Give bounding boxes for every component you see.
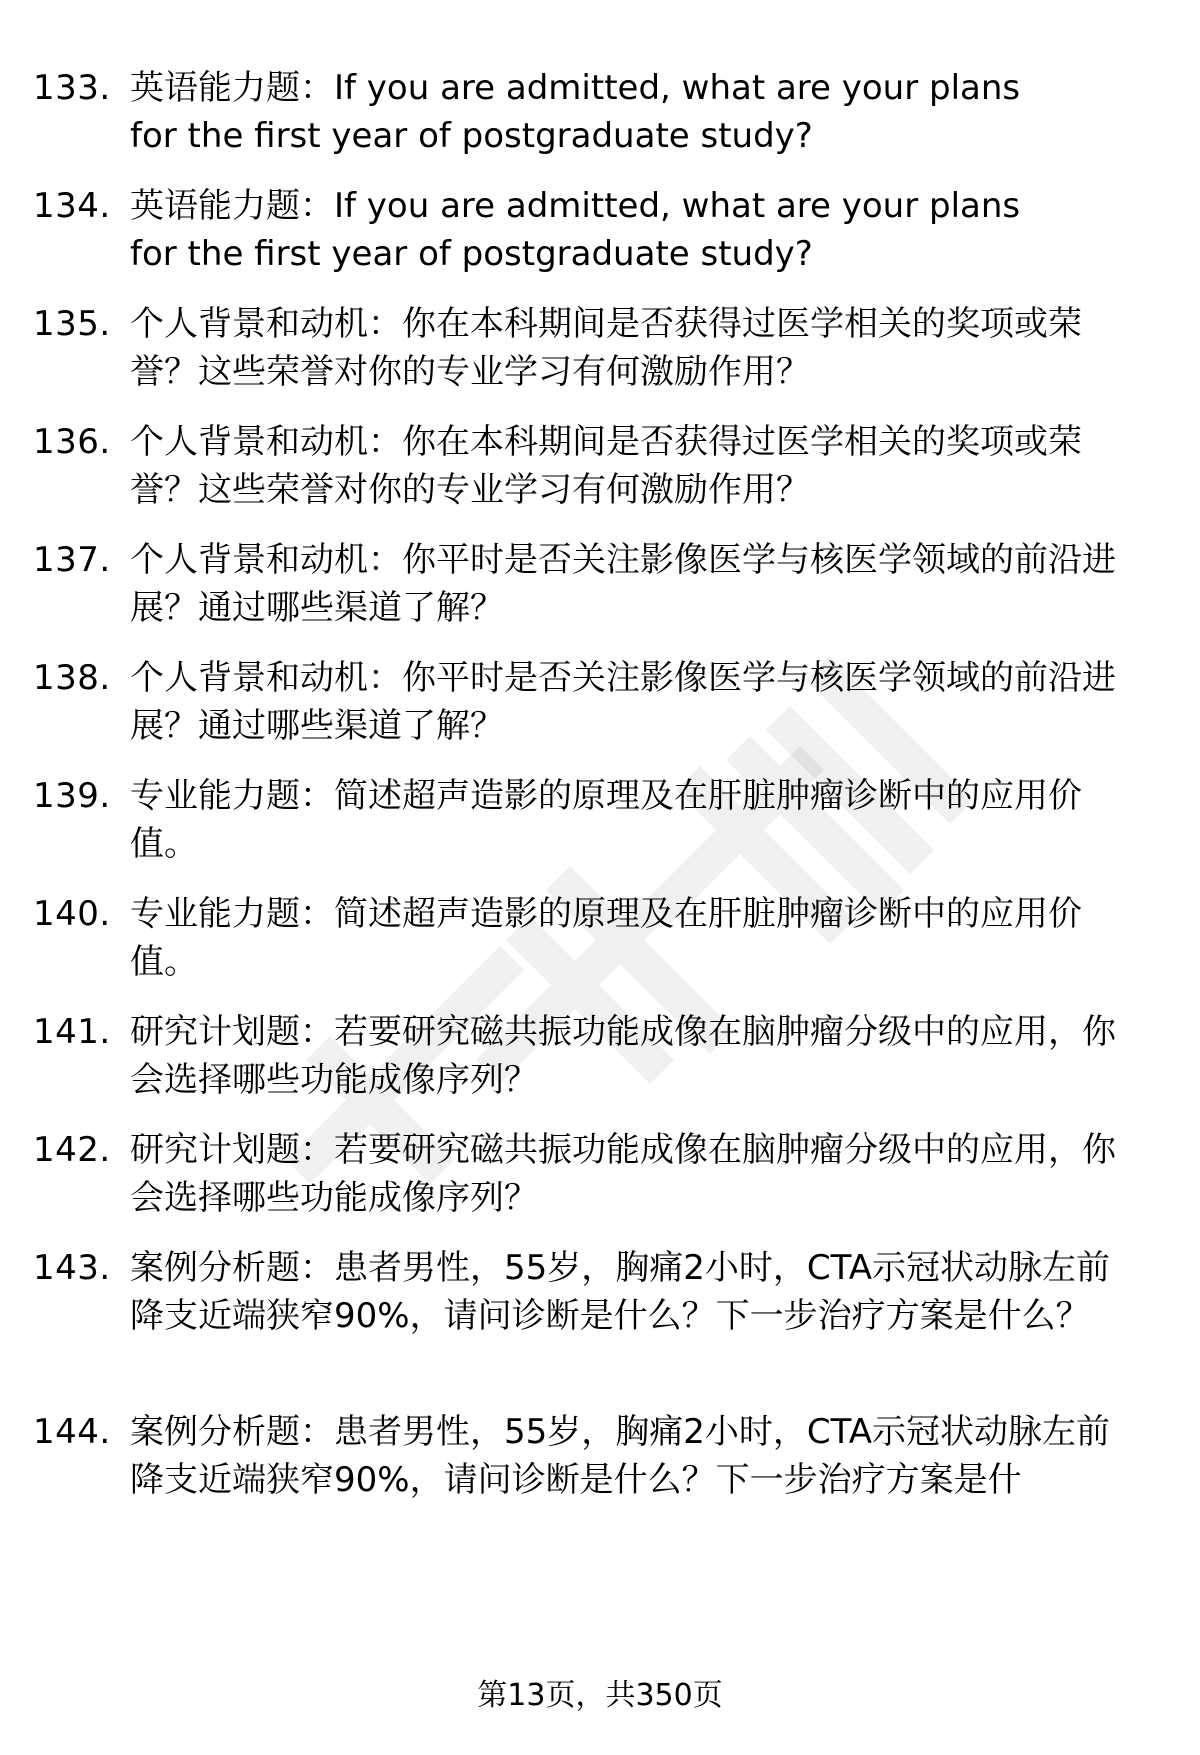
question-text: 案例分析题：患者男性，55岁，胸痛2小时，CTA示冠状动脉左前降支近端狭窄90%，请问诊断是什么？下一步治疗方案是什 (130, 1412, 1111, 1500)
question-text: 个人背景和动机：你平时是否关注影像医学与核医学领域的前沿进展？通过哪些渠道了解？ (130, 658, 1116, 746)
question-item (0, 418, 1200, 536)
question-text: 研究计划题：若要研究磁共振功能成像在脑肿瘤分级中的应用，你会选择哪些功能成像序列？ (130, 1130, 1116, 1218)
question-text: 案例分析题：患者男性，55岁，胸痛2小时，CTA示冠状动脉左前降支近端狭窄90%，请问诊断是什么？下一步治疗方案是什么？ (130, 1248, 1111, 1336)
question-text: 个人背景和动机：你在本科期间是否获得过医学相关的奖项或荣誉？这些荣誉对你的专业学习有何激励作用？ (130, 304, 1082, 392)
question-number: 140. (33, 894, 111, 934)
question-item (0, 1408, 1200, 1508)
question-text: 英语能力题：If you are admitted, what are your plans for the first year of postgraduate study? (130, 186, 1021, 274)
question-number: 137. (33, 540, 111, 580)
question-text: 专业能力题：简述超声造影的原理及在肝脏肿瘤诊断中的应用价值。 (130, 776, 1082, 864)
question-item (0, 772, 1200, 890)
question-item (0, 300, 1200, 418)
question-item (0, 1126, 1200, 1244)
question-number: 142. (33, 1130, 111, 1170)
question-number: 143. (33, 1248, 111, 1288)
question-number: 141. (33, 1012, 111, 1052)
question-text: 个人背景和动机：你在本科期间是否获得过医学相关的奖项或荣誉？这些荣誉对你的专业学习有何激励作用？ (130, 422, 1082, 510)
question-text: 个人背景和动机：你平时是否关注影像医学与核医学领域的前沿进展？通过哪些渠道了解？ (130, 540, 1116, 628)
question-item (0, 182, 1200, 300)
question-text: 研究计划题：若要研究磁共振功能成像在脑肿瘤分级中的应用，你会选择哪些功能成像序列？ (130, 1012, 1116, 1100)
question-text: 专业能力题：简述超声造影的原理及在肝脏肿瘤诊断中的应用价值。 (130, 894, 1082, 982)
question-item (0, 536, 1200, 654)
question-number: 138. (33, 658, 111, 698)
question-item (0, 64, 1200, 182)
question-number: 139. (33, 776, 111, 816)
page-number: 第13页，共350页 (477, 1678, 723, 1713)
question-item (0, 654, 1200, 772)
question-number: 136. (33, 422, 111, 462)
question-number: 133. (33, 68, 111, 108)
question-list (0, 64, 1200, 1508)
question-number: 134. (33, 186, 111, 226)
question-text: 英语能力题：If you are admitted, what are your plans for the first year of postgraduate study? (130, 68, 1021, 156)
question-number: 135. (33, 304, 111, 344)
question-number: 144. (33, 1412, 111, 1452)
question-item (0, 1008, 1200, 1126)
question-item (0, 890, 1200, 1008)
question-item (0, 1244, 1200, 1408)
